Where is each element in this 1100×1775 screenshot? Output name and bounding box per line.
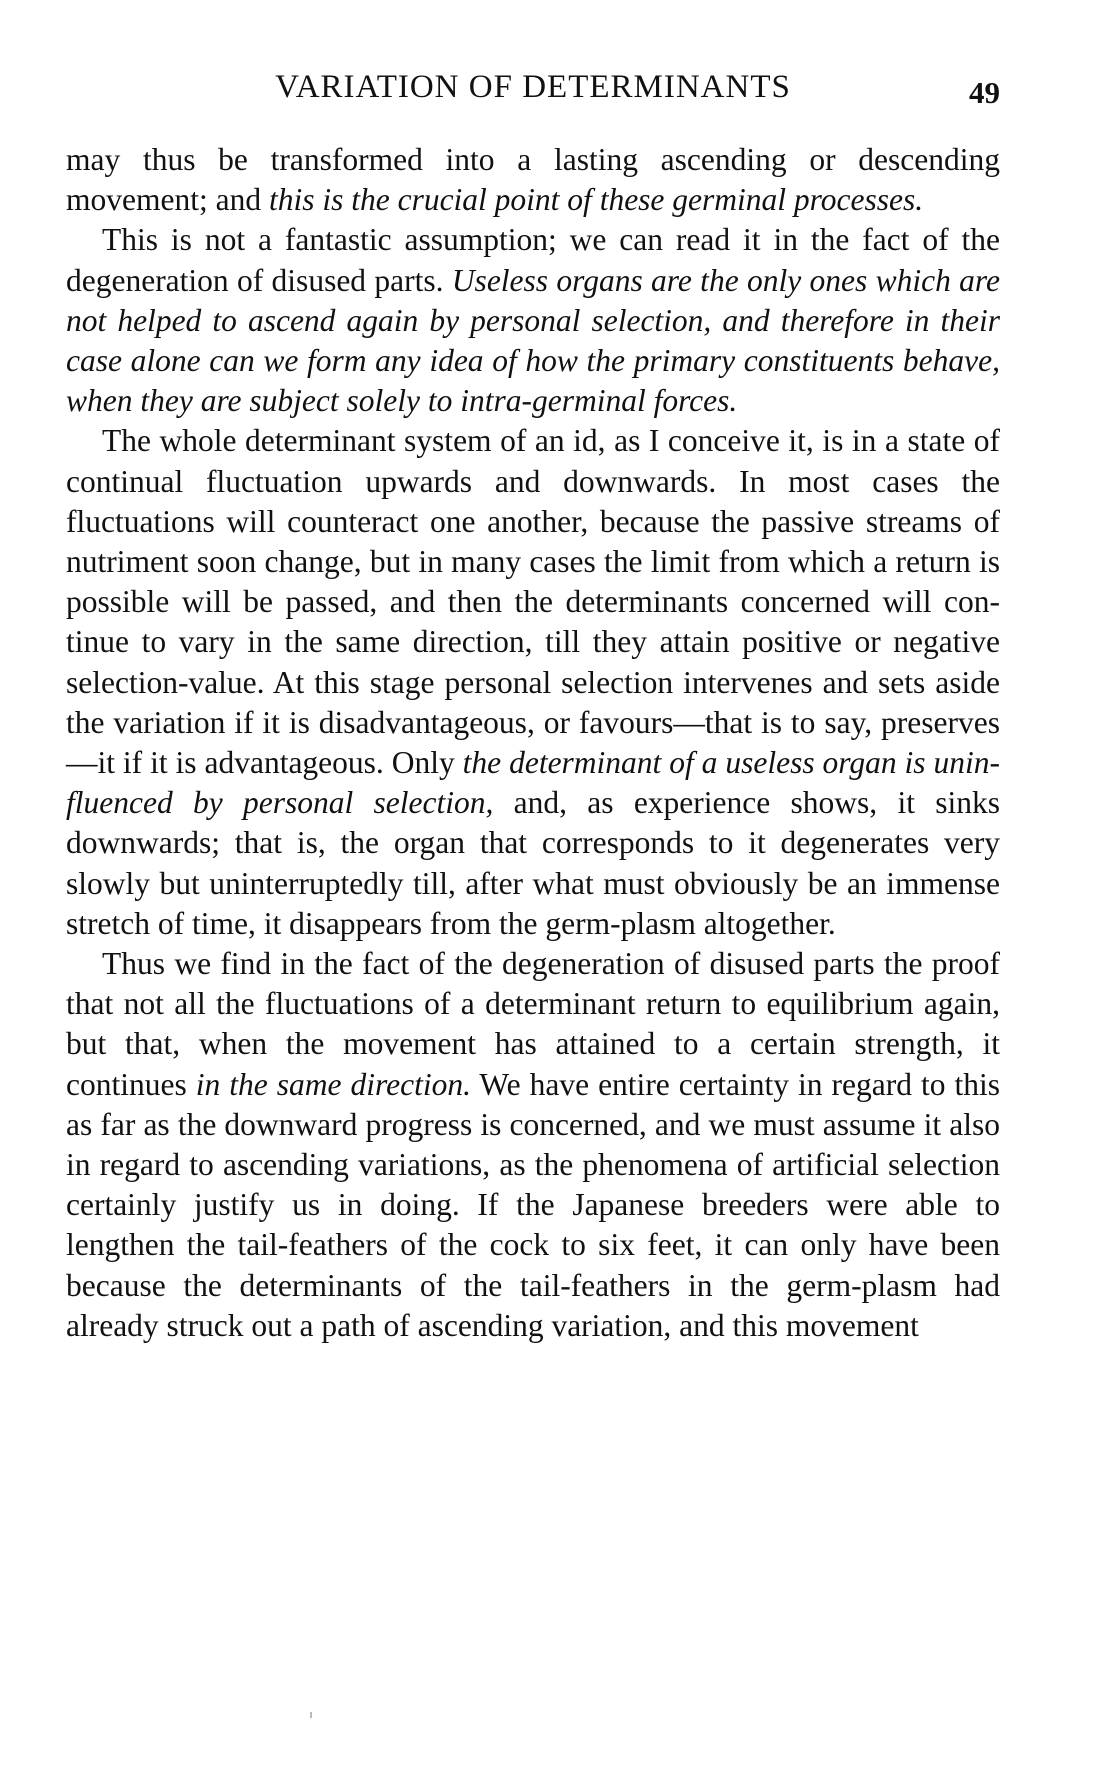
text-run: We have entire certainty in regard to this as far as the downward progress is concerned, and we must assume it also in regard to ascending variations, as the phenomena of artificial selection certainly justify us in doing. If the Japanese breeders were able to lengthen the tail-feathers of the cock to six feet, it can only have been because the determinants of the tail-feathers in the germ-plasm had already struck out a path of ascending variation, and this movement [66, 1066, 1001, 1343]
page-number: 49 [969, 75, 1000, 110]
paragraph [66, 140, 1000, 220]
italic-run: this is the crucial point of these germinal processes. [268, 182, 924, 218]
text-run: may thus be transformed into a lasting ascending or descending movement; and [66, 142, 1000, 218]
text-run: The whole determinant system of an id, as I conceive it, is in a state of continual fluctuation upwards and downwards. In most cases the fluctuations will counteract one another, because the passive streams of nutriment soon change, but in many cases the limit from which a return is possible will be passed, and then the determinants concerned will continue to vary in the same direction, till they attain positive or negative selection-value. At this stage personal selection intervenes and sets aside the variation if it is disadvantageous, or favours—that is to say, preserves—it if it is advantageous. Only [66, 423, 1000, 781]
body-text [66, 140, 1000, 1346]
paragraph [66, 944, 1000, 1346]
italic-run: Useless organs are the only ones which are not helped to ascend again by personal selection, and therefore in their case alone can we form any idea of how the primary constituents behave, when they are subject solely to intra-germinal forces. [66, 262, 1000, 419]
italic-run: the determinant of a useless organ is uninfluenced by personal selection, [66, 745, 1000, 821]
running-title: VARIATION OF DETERMINANTS [275, 69, 791, 105]
print-speck [310, 1712, 312, 1718]
running-head [66, 62, 1000, 112]
paragraph [66, 421, 1000, 944]
text-run: and, as experience shows, it sinks downwards; that is, the organ that corresponds to it degenerates very slowly but uninterruptedly till, after what must obviously be an immense stretch of time, it disappears from the germ-plasm altogether. [66, 785, 1000, 941]
text-run: This is not a fantastic assumption; we can read it in the fact of the degeneration of disused parts. [66, 222, 1000, 298]
paragraph [66, 220, 1000, 421]
italic-run: in the same direction. [195, 1066, 471, 1102]
text-run: Thus we find in the fact of the degeneration of disused parts the proof that not all the fluctuations of a determinant return to equilibrium again, but that, when the movement has attained to a certain strength, it continues [66, 946, 1000, 1102]
